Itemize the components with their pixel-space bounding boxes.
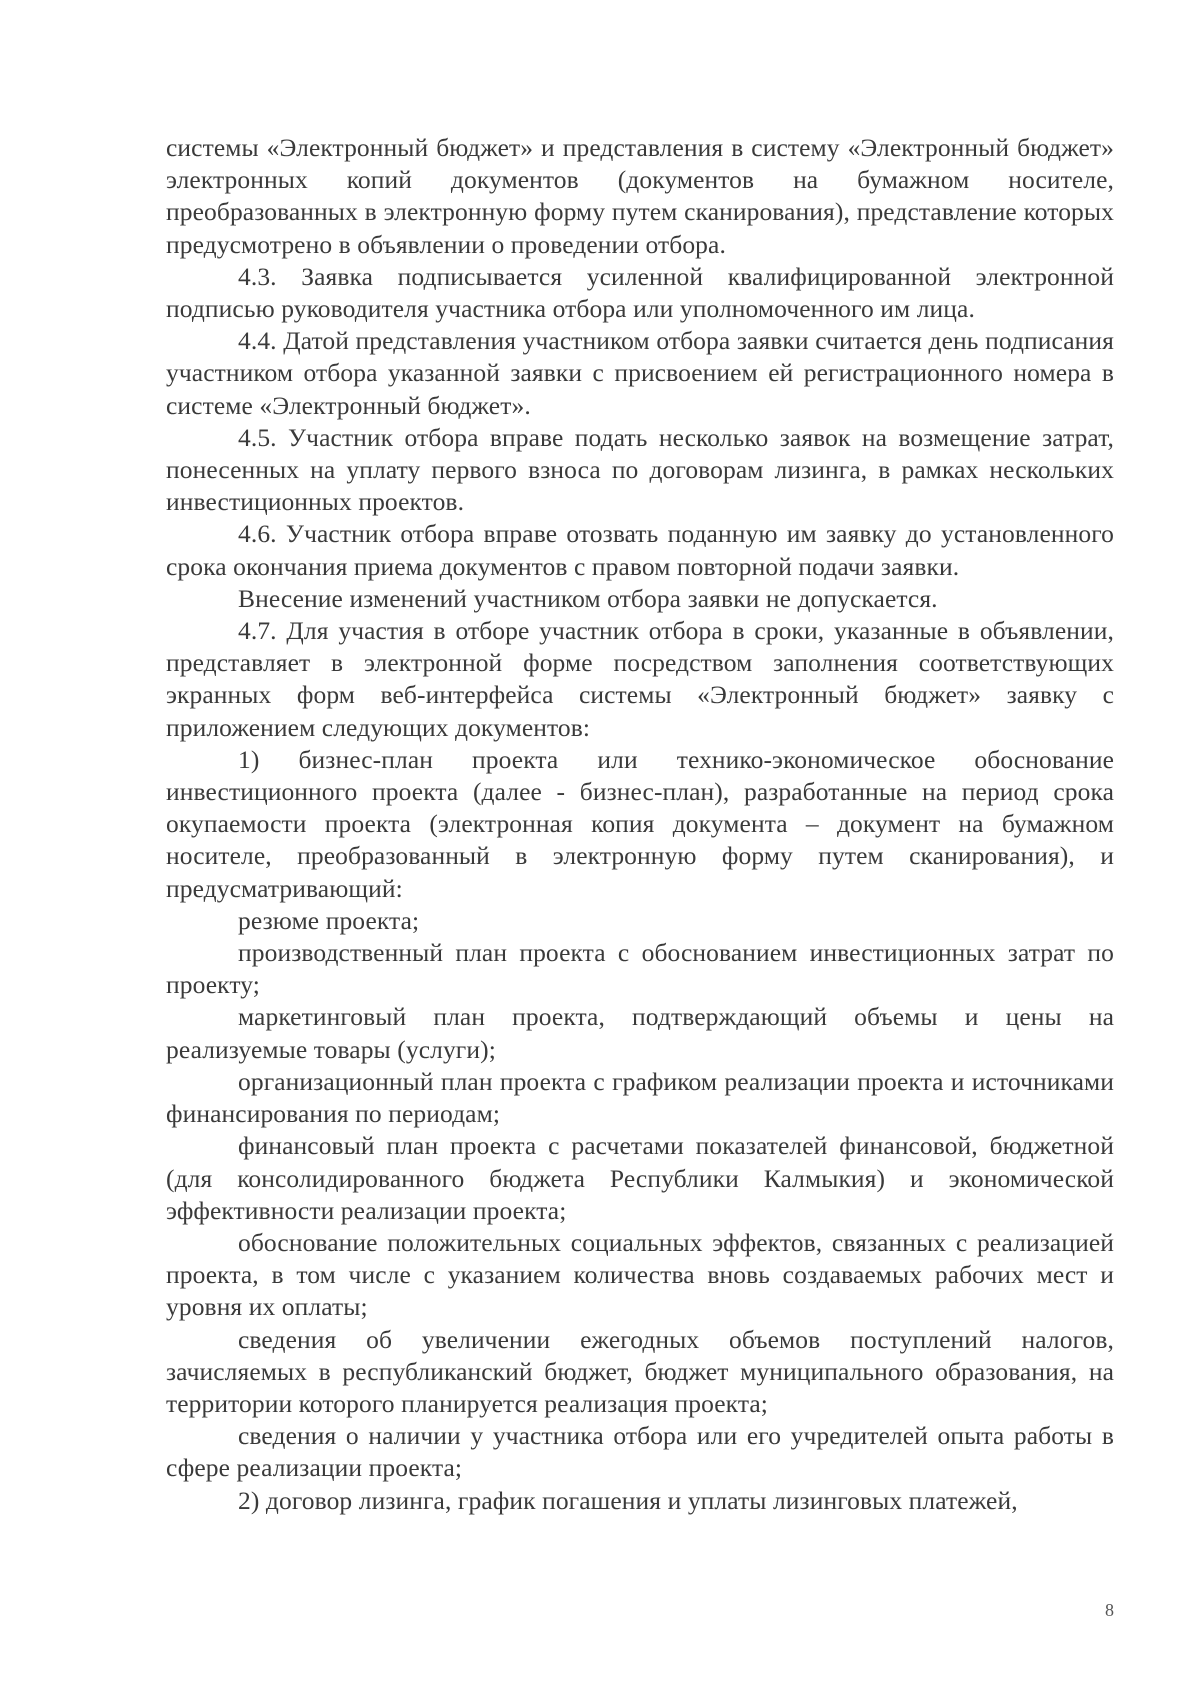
sub-item-production-plan: производственный план проекта с обоснованием инвестиционных затрат по проекту; — [166, 938, 1114, 1000]
page-number: 8 — [1105, 1600, 1114, 1620]
document-body — [166, 132, 1114, 1517]
sub-item-social-effects: обоснование положительных социальных эффектов, связанных с реализацией проекта, в том числе с указанием количества вновь создаваемых рабочих мест и уровня их оплаты; — [166, 1227, 1114, 1322]
paragraph-4-3: 4.3. Заявка подписывается усиленной квалифицированной электронной подписью руководителя участника отбора или уполномоченного им лица. — [166, 261, 1114, 324]
sub-item-organizational-plan: организационный план проекта с графиком реализации проекта и источниками финансирования по периодам; — [166, 1066, 1114, 1129]
paragraph-4-5: 4.5. Участник отбора вправе подать несколько заявок на возмещение затрат, понесенных на уплату первого взноса по договорам лизинга, в рамках нескольких инвестиционных проектов. — [166, 422, 1114, 517]
list-item-1-business-plan: 1) бизнес-план проекта или технико-экономическое обоснование инвестиционного проекта (далее - бизнес-план), разработанные на период срока окупаемости проекта (электронная копия документа – документ на бумажном носителе, преобразованный в электронную форму путем сканирования), и предусматривающий: — [166, 744, 1114, 903]
sub-item-marketing-plan: маркетинговый план проекта, подтверждающий объемы и цены на реализуемые товары (услуги); — [166, 1002, 1114, 1064]
paragraph-4-6: 4.6. Участник отбора вправе отозвать поданную им заявку до установленного срока окончания приема документов с правом повторной подачи заявки. — [166, 519, 1114, 581]
sub-item-financial-plan: финансовый план проекта с расчетами показателей финансовой, бюджетной (для консолидированного бюджета Республики Калмыкия) и экономической эффективности реализации проекта; — [166, 1131, 1114, 1225]
list-item-2-leasing-agreement: 2) договор лизинга, график погашения и уплаты лизинговых платежей, — [238, 1485, 1018, 1515]
paragraph-changes-not-allowed: Внесение изменений участником отбора заявки не допускается. — [238, 583, 938, 613]
paragraph-4-4: 4.4. Датой представления участником отбора заявки считается день подписания участником отбора указанной заявки с присвоением ей регистрационного номера в системе «Электронный бюджет». — [166, 326, 1114, 420]
sub-item-project-summary: резюме проекта; — [238, 905, 420, 935]
paragraph-4-7: 4.7. Для участия в отборе участник отбора в сроки, указанные в объявлении, представляет в электронной форме посредством заполнения соответствующих экранных форм веб-интерфейса системы «Электронный бюджет» заявку с приложением следующих документов: — [166, 616, 1114, 742]
sub-item-experience: сведения о наличии у участника отбора или его учредителей опыта работы в сфере реализации проекта; — [166, 1421, 1114, 1483]
sub-item-tax-revenue: сведения об увеличении ежегодных объемов поступлений налогов, зачисляемых в республиканский бюджет, бюджет муниципального образования, на территории которого планируется реализация проекта; — [166, 1324, 1114, 1418]
paragraph-continuation: системы «Электронный бюджет» и представления в систему «Электронный бюджет» электронных копий документов (документов на бумажном носителе, преобразованных в электронную форму путем сканирования), представление которых предусмотрено в объявлении о проведении отбора. — [166, 133, 1114, 259]
